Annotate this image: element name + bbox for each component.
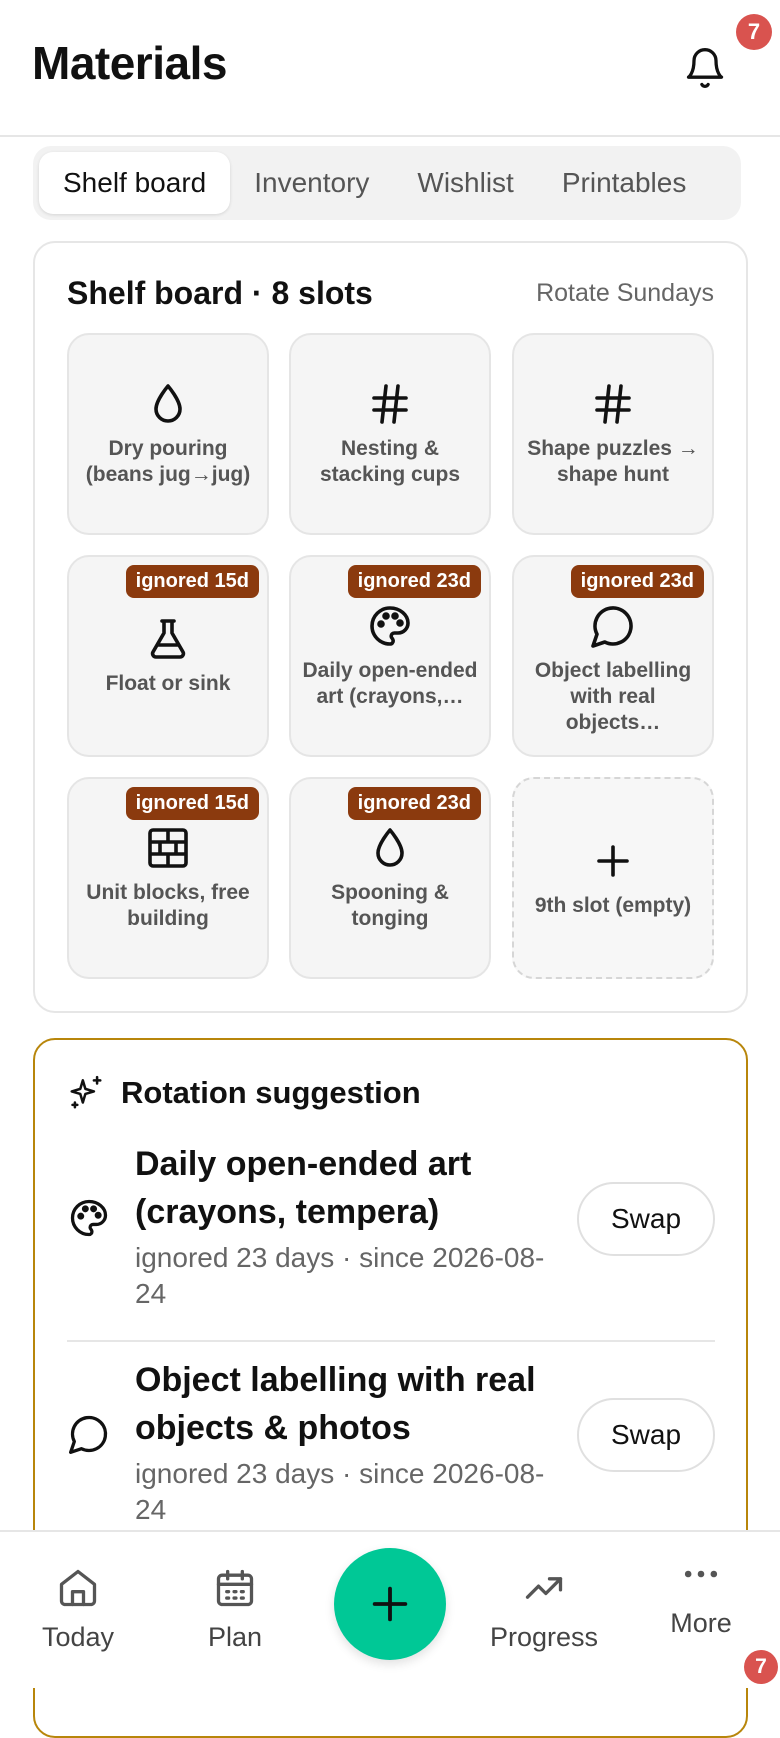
slot-label: Daily open-ended art (crayons,… xyxy=(302,659,478,708)
hash-icon xyxy=(366,380,414,428)
suggestion-header xyxy=(67,1074,421,1112)
shelf-board-title: Shelf board · 8 slots xyxy=(67,275,373,311)
blocks-icon xyxy=(144,824,192,872)
swap-button[interactable]: Swap xyxy=(577,1182,715,1256)
ignored-tag: ignored 23d xyxy=(348,787,481,820)
rotation-schedule: Rotate Sundays xyxy=(536,279,714,307)
shelf-slot[interactable] xyxy=(512,333,714,535)
slot-label: 9th slot (empty) xyxy=(534,894,692,917)
more-badge: 7 xyxy=(744,1650,778,1684)
add-fab-button[interactable] xyxy=(334,1548,446,1660)
nav-label: More xyxy=(670,1608,732,1638)
slot-label: Shape puzzles → shape hunt xyxy=(527,437,699,486)
slot-label: Dry pouring (beans jug→jug) xyxy=(85,437,251,486)
nav-progress[interactable] xyxy=(469,1532,619,1690)
nav-label: Today xyxy=(41,1622,115,1652)
shelf-slot[interactable] xyxy=(67,777,269,979)
slot-label: Unit blocks, free building xyxy=(86,881,250,930)
speech-bubble-icon xyxy=(589,602,637,650)
suggestion-item xyxy=(67,1356,715,1536)
nav-label: Plan xyxy=(207,1622,263,1652)
nav-plan[interactable] xyxy=(160,1532,310,1690)
flask-icon xyxy=(144,615,192,663)
shelf-slot[interactable] xyxy=(289,555,491,757)
tab-bar xyxy=(33,146,741,220)
calendar-icon xyxy=(213,1566,257,1610)
plus-icon xyxy=(589,837,637,885)
speech-bubble-icon xyxy=(67,1412,111,1456)
divider xyxy=(67,1340,715,1342)
shelf-slot[interactable] xyxy=(289,777,491,979)
palette-icon xyxy=(67,1196,111,1240)
shelf-slot[interactable] xyxy=(289,333,491,535)
tab-shelf-board[interactable]: Shelf board xyxy=(39,152,230,214)
swap-button[interactable]: Swap xyxy=(577,1398,715,1472)
suggestion-item xyxy=(67,1140,715,1320)
suggestion-item-subtitle: ignored 23 days · since 2026-08-24 xyxy=(135,1458,545,1525)
ignored-tag: ignored 23d xyxy=(571,565,704,598)
nav-today[interactable] xyxy=(3,1532,153,1690)
suggestion-title: Rotation suggestion xyxy=(121,1075,421,1110)
slot-label: Nesting & stacking cups xyxy=(319,437,461,486)
app-header xyxy=(0,0,780,137)
suggestion-item-title: Object labelling with real objects & photos xyxy=(135,1361,536,1447)
bell-icon[interactable] xyxy=(683,44,727,92)
suggestion-item-title: Daily open-ended art (crayons, tempera) xyxy=(135,1145,472,1231)
slot-label: Spooning & tonging xyxy=(331,881,449,930)
drop-icon xyxy=(144,380,192,428)
slot-label: Object labelling with real objects… xyxy=(534,659,692,734)
shelf-slot[interactable] xyxy=(512,555,714,757)
more-dots-icon xyxy=(679,1552,723,1596)
ignored-tag: ignored 23d xyxy=(348,565,481,598)
ignored-tag: ignored 15d xyxy=(126,565,259,598)
tab-inventory[interactable]: Inventory xyxy=(254,167,370,198)
shelf-slot[interactable] xyxy=(67,555,269,757)
empty-slot[interactable] xyxy=(512,777,714,979)
home-icon xyxy=(56,1566,100,1610)
shelf-board-card xyxy=(33,241,748,1013)
notification-badge: 7 xyxy=(736,14,772,50)
ignored-tag: ignored 15d xyxy=(126,787,259,820)
trending-up-icon xyxy=(522,1566,566,1610)
plus-icon xyxy=(367,1581,413,1627)
tab-wishlist[interactable]: Wishlist xyxy=(417,167,514,198)
hash-icon xyxy=(589,380,637,428)
page-title: Materials xyxy=(32,37,227,89)
sparkles-icon xyxy=(67,1074,105,1112)
suggestion-item-subtitle: ignored 23 days · since 2026-08-24 xyxy=(135,1242,545,1309)
tab-printables[interactable]: Printables xyxy=(561,167,687,198)
slot-label: Float or sink xyxy=(105,672,231,695)
shelf-slot[interactable] xyxy=(67,333,269,535)
palette-icon xyxy=(366,602,414,650)
nav-label: Progress xyxy=(489,1622,599,1652)
drop-icon xyxy=(366,824,414,872)
